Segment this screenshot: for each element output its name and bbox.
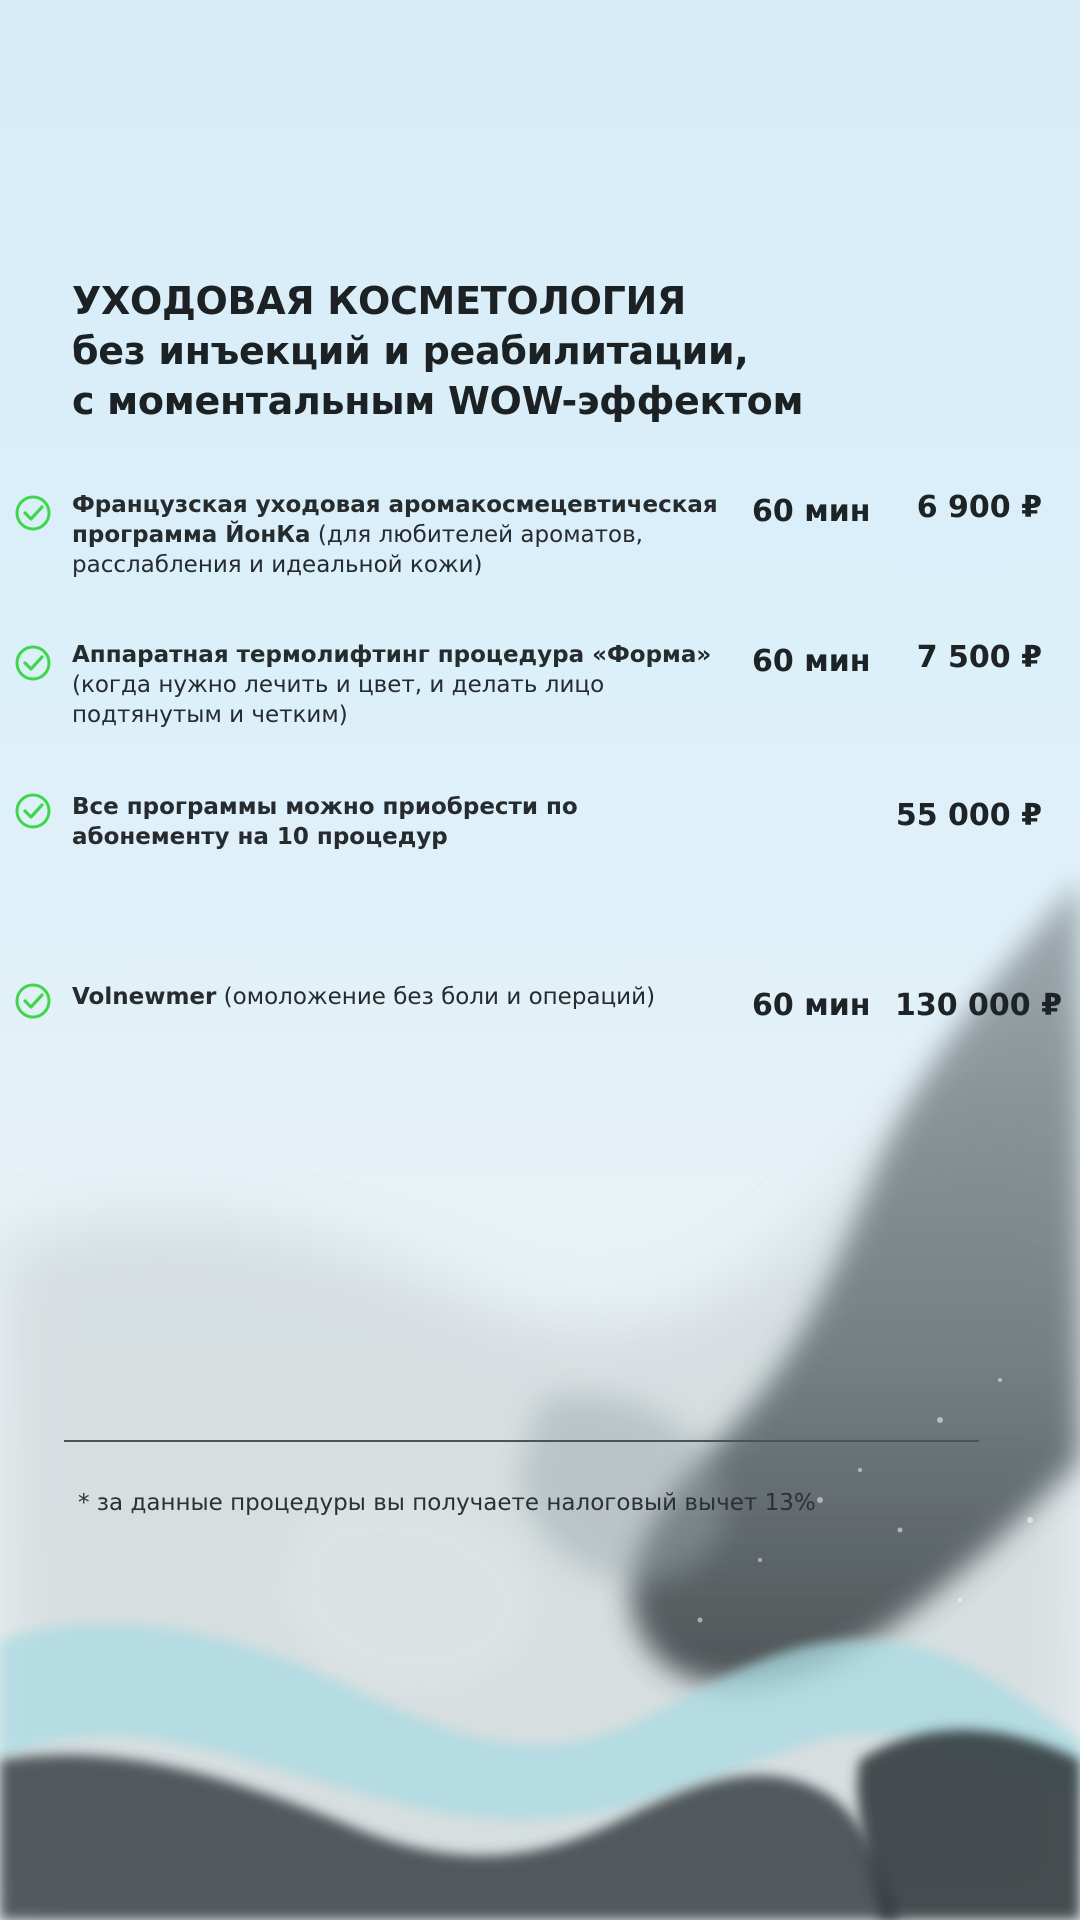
service-title: Аппаратная термолифтинг процедура «Форма» xyxy=(72,642,712,668)
service-price: 7 500 ₽ xyxy=(916,640,1042,675)
service-title: Все программы можно приобрести по абонементу на 10 процедур xyxy=(72,794,578,850)
service-duration: 60 мин xyxy=(752,988,871,1023)
divider xyxy=(64,1440,979,1442)
title-line-2: без инъекций и реабилитации, xyxy=(72,329,749,373)
title-line-3: с моментальным WOW-эффектом xyxy=(72,379,804,423)
service-name xyxy=(72,792,592,852)
service-price: 6 900 ₽ xyxy=(916,490,1042,525)
service-price: 55 000 ₽ xyxy=(895,798,1042,833)
service-name xyxy=(72,490,732,580)
service-description: (омоложение без боли и операций) xyxy=(216,984,656,1010)
service-duration: 60 мин xyxy=(752,494,871,529)
service-description: (когда нужно лечить и цвет, и делать лицо подтянутым и четким) xyxy=(72,672,605,728)
check-circle-icon xyxy=(14,982,52,1020)
service-description: (для любителей ароматов, расслабления и идеальной кожи) xyxy=(72,522,643,578)
service-name xyxy=(72,640,732,730)
tax-deduction-footnote: * за данные процедуры вы получаете налоговый вычет 13% xyxy=(78,1490,816,1516)
check-circle-icon xyxy=(14,644,52,682)
service-name xyxy=(72,982,732,1012)
check-circle-icon xyxy=(14,792,52,830)
page-title xyxy=(72,276,972,426)
service-duration: 60 мин xyxy=(752,644,871,679)
title-line-1: УХОДОВАЯ КОСМЕТОЛОГИЯ xyxy=(72,279,687,323)
service-title: Французская уходовая аромакосмецевтическая программа ЙонКа xyxy=(72,492,718,548)
service-price: 130 000 ₽ xyxy=(894,988,1062,1023)
service-title: Volnewmer xyxy=(72,984,217,1010)
check-circle-icon xyxy=(14,494,52,532)
